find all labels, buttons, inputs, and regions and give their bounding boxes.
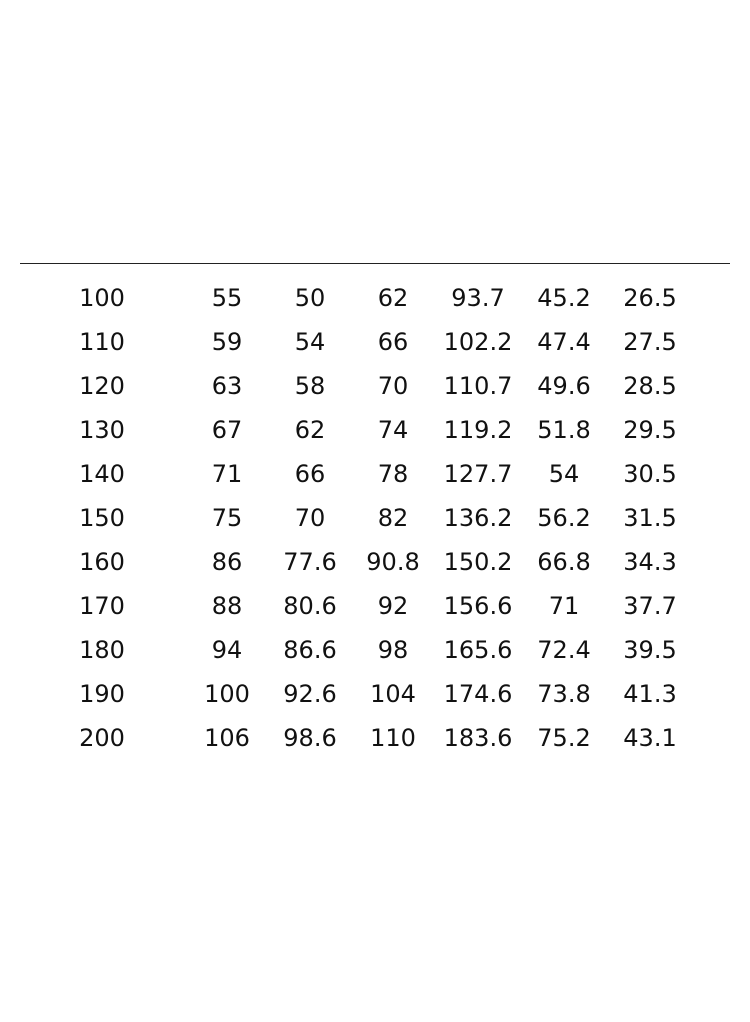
measurement-cell: 29.5 (623, 416, 677, 444)
measurement-cell: 54 (294, 328, 326, 356)
measurement-cell: 102.2 (443, 328, 513, 356)
table-row (0, 452, 750, 496)
table-row (0, 628, 750, 672)
measurement-cell: 72.4 (537, 636, 591, 664)
measurement-cell: 75.2 (537, 724, 591, 752)
measurement-cell: 86 (211, 548, 243, 576)
measurement-cell: 70 (377, 372, 409, 400)
measurement-cell: 67 (211, 416, 243, 444)
measurement-cell: 51.8 (537, 416, 591, 444)
size-label-cell: 160 (79, 548, 125, 576)
table-row (0, 540, 750, 584)
table-row (0, 496, 750, 540)
measurement-cell: 82 (377, 504, 409, 532)
measurement-cell: 93.7 (451, 284, 505, 312)
measurement-cell: 73.8 (537, 680, 591, 708)
measurement-cell: 43.1 (623, 724, 677, 752)
measurement-cell: 70 (294, 504, 326, 532)
measurement-cell: 54 (548, 460, 580, 488)
measurement-cell: 183.6 (443, 724, 513, 752)
measurement-cell: 41.3 (623, 680, 677, 708)
table-row (0, 364, 750, 408)
measurement-cell: 34.3 (623, 548, 677, 576)
table-row (0, 276, 750, 320)
size-label-cell: 130 (79, 416, 125, 444)
size-label-cell: 140 (79, 460, 125, 488)
measurement-cell: 39.5 (623, 636, 677, 664)
measurement-cell: 50 (294, 284, 326, 312)
measurement-cell: 127.7 (443, 460, 513, 488)
measurement-cell: 66.8 (537, 548, 591, 576)
measurement-cell: 66 (377, 328, 409, 356)
size-label-cell: 200 (79, 724, 125, 752)
measurement-cell: 106 (204, 724, 250, 752)
measurement-cell: 58 (294, 372, 326, 400)
measurement-cell: 156.6 (443, 592, 513, 620)
table-row (0, 320, 750, 364)
measurement-cell: 92 (377, 592, 409, 620)
measurement-cell: 119.2 (443, 416, 513, 444)
measurement-cell: 77.6 (283, 548, 337, 576)
size-table (0, 276, 750, 760)
measurement-cell: 165.6 (443, 636, 513, 664)
measurement-cell: 80.6 (283, 592, 337, 620)
measurement-cell: 71 (211, 460, 243, 488)
measurement-cell: 174.6 (443, 680, 513, 708)
measurement-cell: 88 (211, 592, 243, 620)
size-label-cell: 190 (79, 680, 125, 708)
measurement-cell: 136.2 (443, 504, 513, 532)
header-divider (20, 263, 730, 264)
size-label-cell: 110 (79, 328, 125, 356)
measurement-cell: 47.4 (537, 328, 591, 356)
measurement-cell: 92.6 (283, 680, 337, 708)
size-label-cell: 180 (79, 636, 125, 664)
measurement-cell: 66 (294, 460, 326, 488)
measurement-cell: 31.5 (623, 504, 677, 532)
table-row (0, 408, 750, 452)
measurement-cell: 150.2 (443, 548, 513, 576)
measurement-cell: 45.2 (537, 284, 591, 312)
measurement-cell: 100 (204, 680, 250, 708)
measurement-cell: 78 (377, 460, 409, 488)
size-label-cell: 100 (79, 284, 125, 312)
measurement-cell: 104 (370, 680, 416, 708)
table-row (0, 716, 750, 760)
measurement-cell: 30.5 (623, 460, 677, 488)
measurement-cell: 62 (294, 416, 326, 444)
measurement-cell: 86.6 (283, 636, 337, 664)
measurement-cell: 98.6 (283, 724, 337, 752)
measurement-cell: 56.2 (537, 504, 591, 532)
measurement-cell: 94 (211, 636, 243, 664)
measurement-cell: 28.5 (623, 372, 677, 400)
measurement-cell: 62 (377, 284, 409, 312)
measurement-cell: 110 (370, 724, 416, 752)
measurement-cell: 71 (548, 592, 580, 620)
measurement-cell: 49.6 (537, 372, 591, 400)
size-label-cell: 120 (79, 372, 125, 400)
size-label-cell: 150 (79, 504, 125, 532)
size-label-cell: 170 (79, 592, 125, 620)
table-row (0, 672, 750, 716)
measurement-cell: 75 (211, 504, 243, 532)
measurement-cell: 63 (211, 372, 243, 400)
measurement-cell: 37.7 (623, 592, 677, 620)
measurement-cell: 55 (211, 284, 243, 312)
table-row (0, 584, 750, 628)
measurement-cell: 27.5 (623, 328, 677, 356)
measurement-cell: 59 (211, 328, 243, 356)
measurement-cell: 74 (377, 416, 409, 444)
measurement-cell: 26.5 (623, 284, 677, 312)
measurement-cell: 90.8 (366, 548, 420, 576)
measurement-cell: 110.7 (443, 372, 513, 400)
measurement-cell: 98 (377, 636, 409, 664)
